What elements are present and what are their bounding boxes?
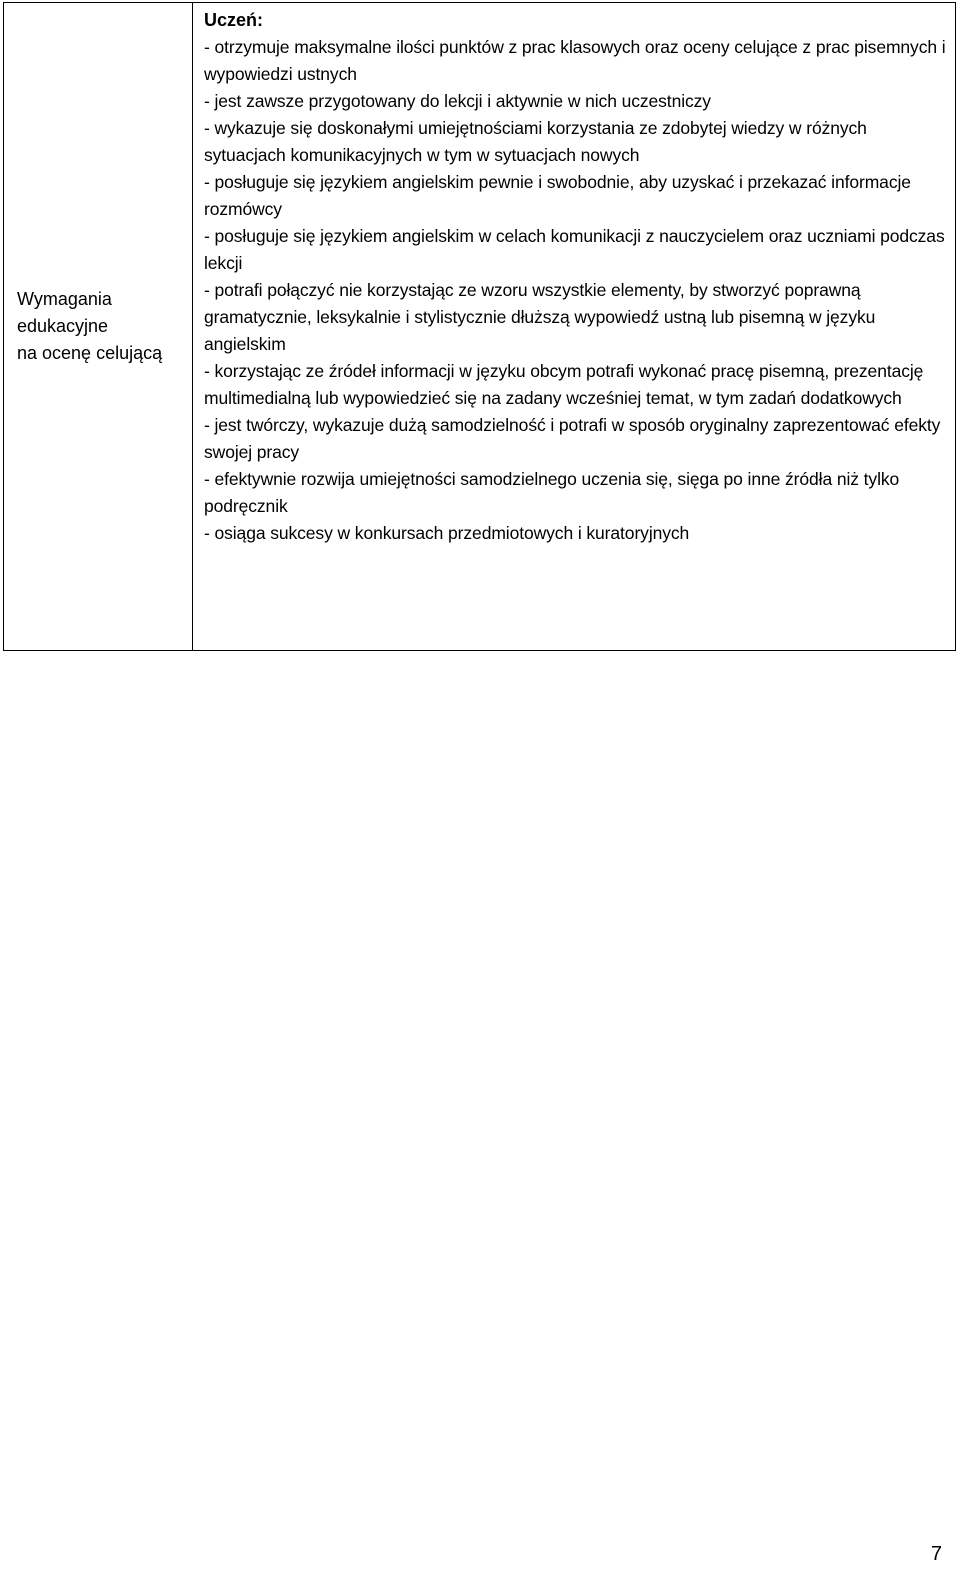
- requirement-item: - posługuje się językiem angielskim w celach komunikacji z nauczycielem oraz uczniami podczas lekcji: [204, 226, 945, 273]
- page-number: 7: [930, 1543, 942, 1565]
- grade-label-line-3: na ocenę celującą: [17, 343, 163, 363]
- requirement-item: - korzystając ze źródeł informacji w języku obcym potrafi wykonać pracę pisemną, prezentację multimedialną lub wypowiedzieć się na zadany wcześniej temat, w tym zadań dodatkowych: [204, 361, 924, 408]
- grade-label-cell: [4, 3, 193, 650]
- requirement-item: - otrzymuje maksymalne ilości punktów z prac klasowych oraz oceny celujące z prac pisemnych i wypowiedzi ustnych: [204, 37, 946, 84]
- requirements-content-cell: [193, 3, 955, 650]
- grade-label: [17, 286, 162, 367]
- requirement-item: - osiąga sukcesy w konkursach przedmiotowych i kuratoryjnych: [204, 523, 690, 543]
- requirement-item: - jest zawsze przygotowany do lekcji i aktywnie w nich uczestniczy: [204, 91, 711, 111]
- requirement-item: - jest twórczy, wykazuje dużą samodzielność i potrafi w sposób oryginalny zaprezentować efekty swojej pracy: [204, 415, 941, 462]
- requirement-item: - wykazuje się doskonałymi umiejętnościami korzystania ze zdobytej wiedzy w różnych sytuacjach komunikacyjnych w tym w sytuacjach nowych: [204, 118, 867, 165]
- grade-label-line-2: edukacyjne: [17, 316, 109, 336]
- grade-label-line-1: Wymagania: [17, 289, 112, 309]
- requirement-item: - efektywnie rozwija umiejętności samodzielnego uczenia się, sięga po inne źródła niż tylko podręcznik: [204, 469, 900, 516]
- requirement-item: - posługuje się językiem angielskim pewnie i swobodnie, aby uzyskać i przekazać informacje rozmówcy: [204, 172, 911, 219]
- requirement-item: - potrafi połączyć nie korzystając ze wzoru wszystkie elementy, by stworzyć poprawną gramatycznie, leksykalnie i stylistycznie dłuższą wypowiedź ustną lub pisemną w języku angielskim: [204, 280, 876, 354]
- requirements-table: [3, 2, 956, 651]
- requirements-heading: Uczeń:: [204, 10, 264, 30]
